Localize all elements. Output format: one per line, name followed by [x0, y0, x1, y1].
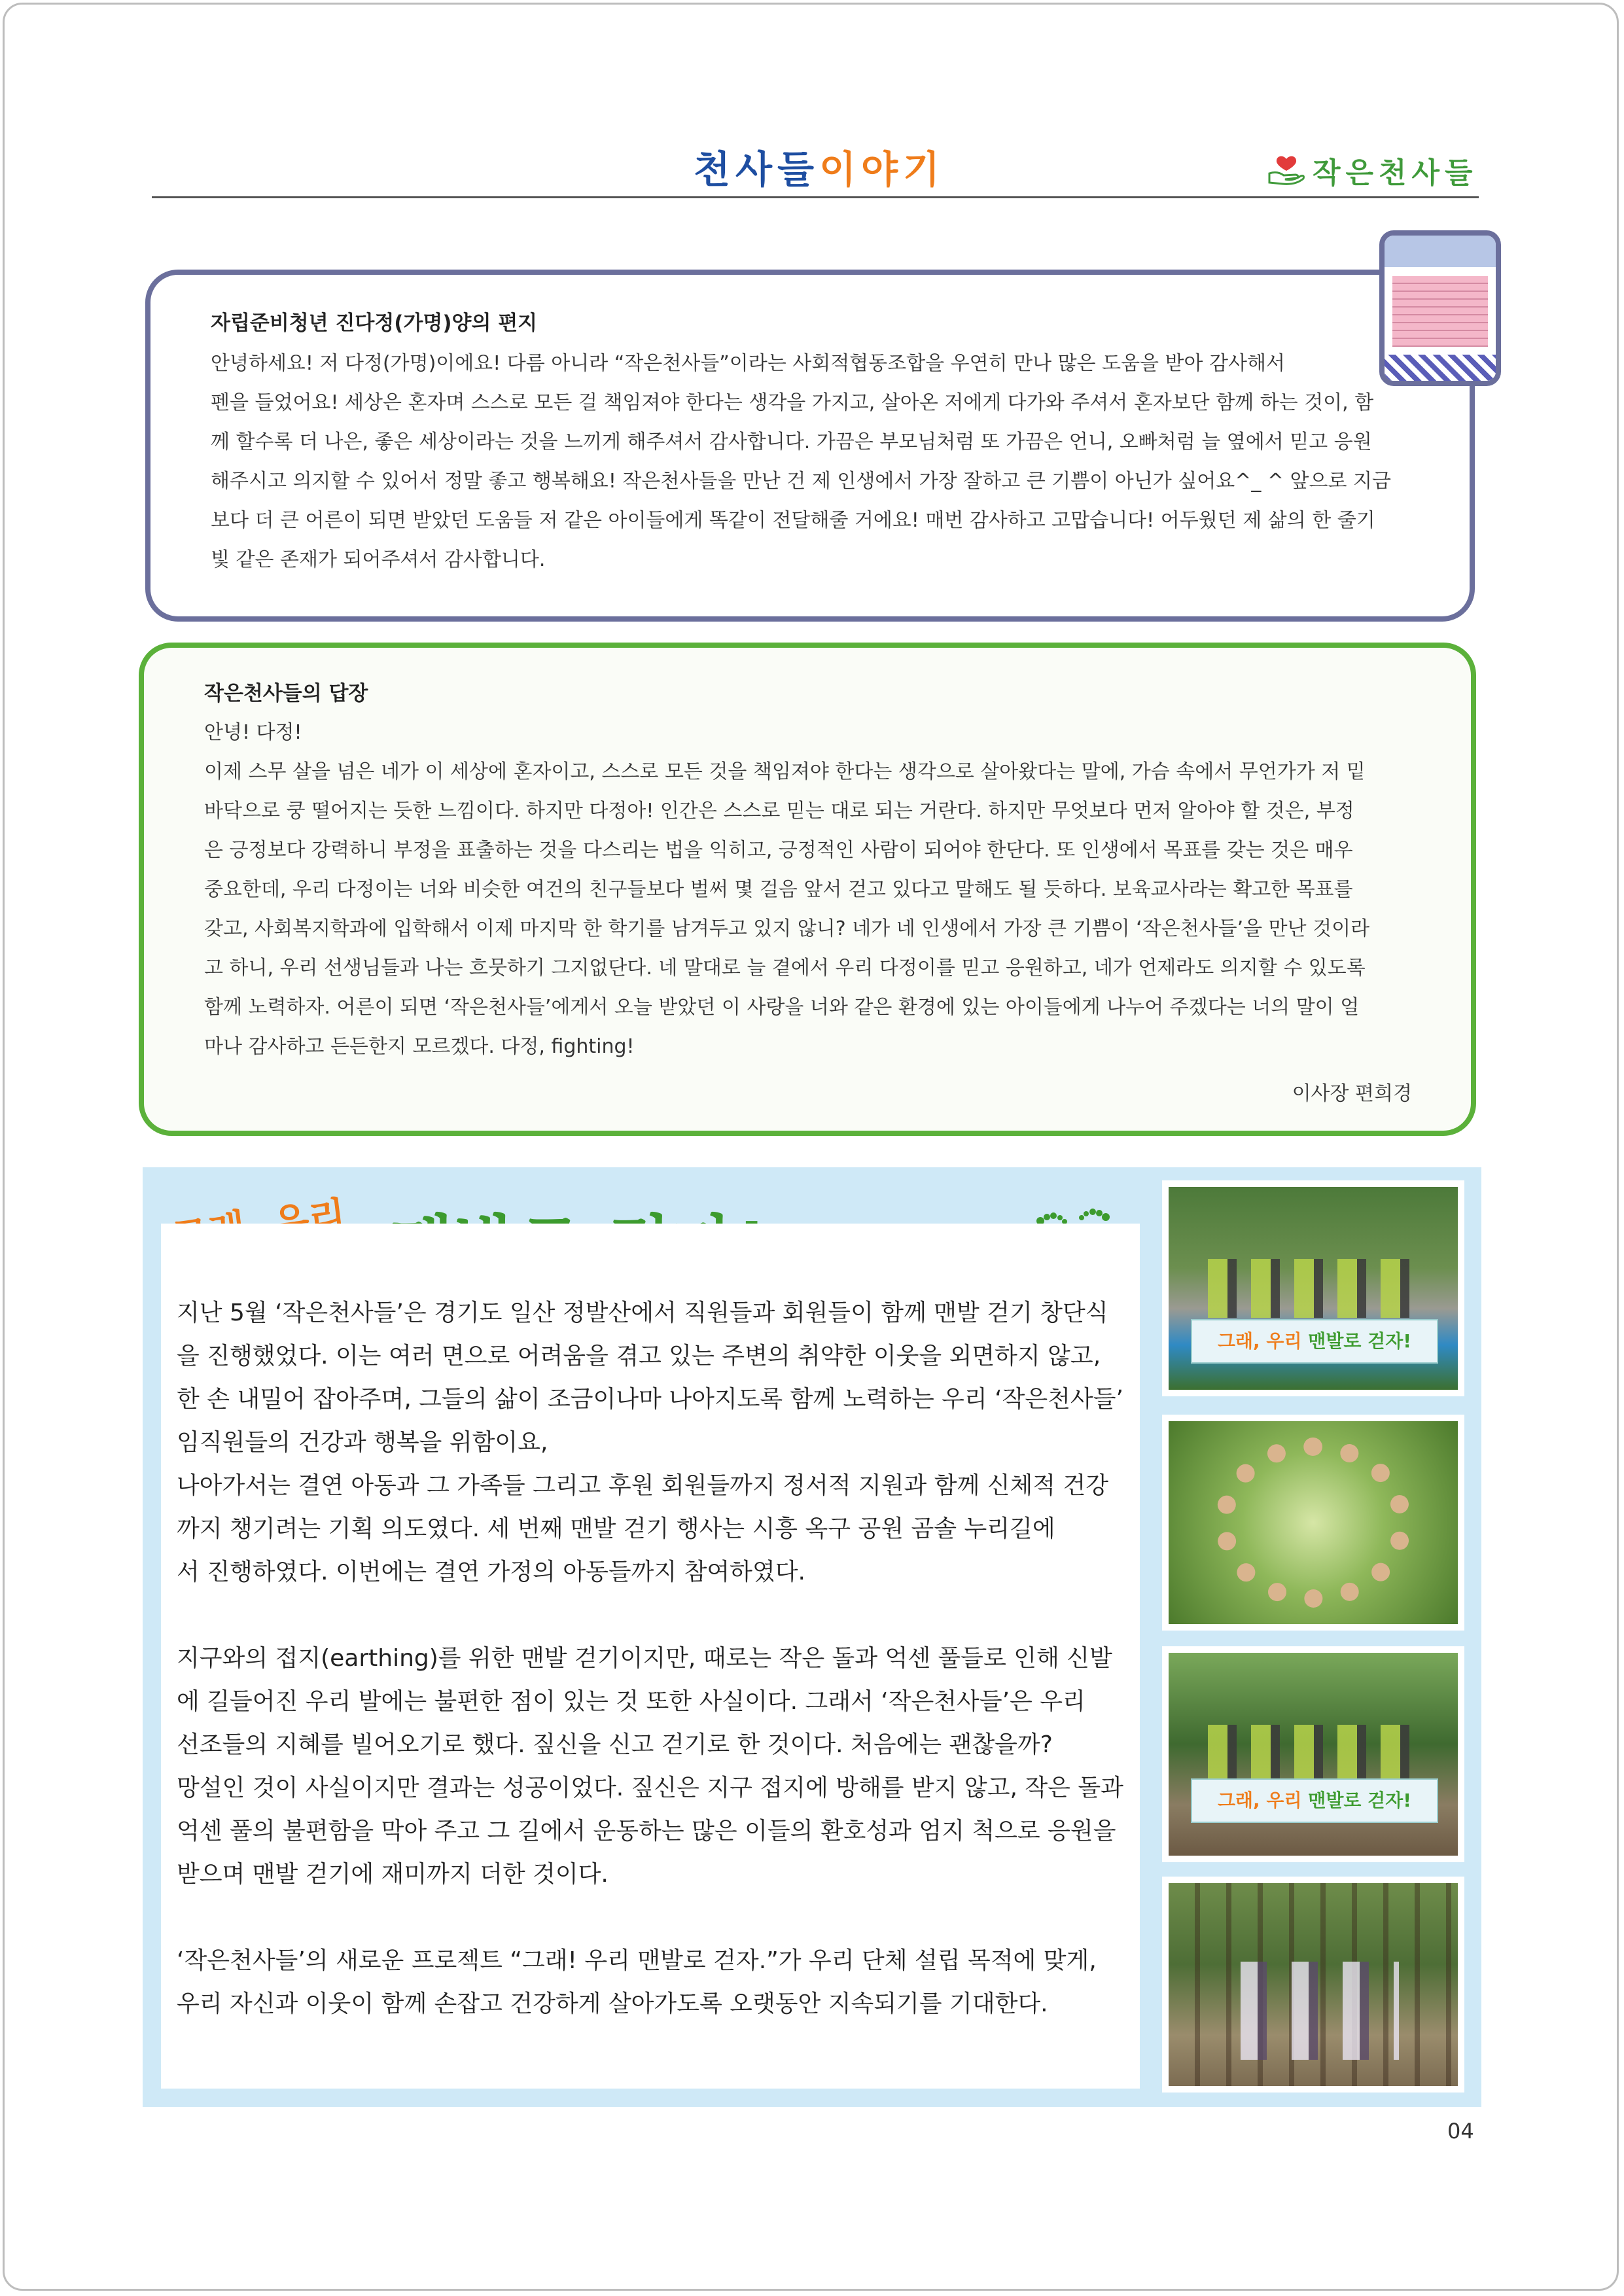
barefoot-line: 선조들의 지혜를 빌어오기로 했다. 짚신을 신고 걷기로 한 것이다. 처음에는 괜찮을까?	[177, 1731, 1053, 1758]
reply-line: 마나 감사하고 든든한지 모르겠다. 다정, fighting!	[204, 1035, 635, 1058]
photo-group-banner-forest	[1162, 1646, 1464, 1862]
reply-signature: 이사장 편희경	[1292, 1082, 1412, 1105]
letter-line: 펜을 들었어요! 세상은 혼자며 스스로 모든 걸 책임져야 한다는 생각을 가지고, 살아온 저에게 다가와 주셔서 혼자보단 함께 하는 것이, 함	[211, 391, 1374, 414]
barefoot-line: 서 진행하였다. 이번에는 결연 가정의 아동들까지 참여하였다.	[177, 1559, 805, 1585]
letter-line: 빛 같은 존재가 되어주셔서 감사합니다.	[211, 548, 546, 571]
photo-bare-feet-circle	[1162, 1415, 1464, 1631]
reply-line: 이제 스무 살을 넘은 네가 이 세상에 혼자이고, 스스로 모든 것을 책임져야 한다는 생각으로 살아왔다는 말에, 가슴 속에서 무언가가 저 밑	[204, 760, 1366, 783]
letter-heading: 자립준비청년 진다정(가명)양의 편지	[211, 311, 538, 335]
barefoot-body	[177, 1292, 1132, 2026]
letter-body	[211, 344, 1424, 580]
barefoot-line: 을 진행했었다. 이는 여러 면으로 어려움을 겪고 있는 주변의 취약한 이웃을 외면하지 않고,	[177, 1343, 1101, 1369]
letter-photo	[1379, 230, 1501, 386]
reply-line: 안녕! 다정!	[204, 721, 302, 744]
reply-box	[139, 643, 1476, 1136]
letter-line: 안녕하세요! 저 다정(가명)이에요! 다름 아니라 “작은천사들”이라는 사회적협동조합을 우연히 만나 많은 도움을 받아 감사해서	[211, 352, 1285, 375]
section-title	[694, 139, 945, 194]
barefoot-line: 망설인 것이 사실이지만 결과는 성공이었다. 짚신은 지구 접지에 방해를 받지 않고, 작은 돌과	[177, 1775, 1123, 1801]
organization-logo	[1267, 149, 1478, 191]
reply-heading: 작은천사들의 답장	[204, 682, 368, 705]
photo-forest-walk	[1162, 1877, 1464, 2093]
barefoot-line: 우리 자신과 이웃이 함께 손잡고 건강하게 살아가도록 오랫동안 지속되기를 기대한다.	[177, 1990, 1048, 2017]
barefoot-line: 임직원들의 건강과 행복을 위함이요,	[177, 1429, 548, 1456]
barefoot-section	[143, 1167, 1481, 2107]
photo-banner: 그래, 우리 맨발로 걷자!	[1191, 1778, 1438, 1823]
barefoot-line: 지난 5월 ‘작은천사들’은 경기도 일산 정발산에서 직원들과 회원들이 함께 맨발 걷기 창단식	[177, 1299, 1108, 1326]
photo-group-banner-park	[1162, 1180, 1464, 1396]
reply-line: 은 긍정보다 강력하니 부정을 표출하는 것을 다스리는 법을 익히고, 긍정적인 사람이 되어야 한단다. 또 인생에서 목표를 갖는 것은 매우	[204, 839, 1353, 862]
heart-hand-icon	[1267, 154, 1306, 186]
barefoot-line: 받으며 맨발 걷기에 재미까지 더한 것이다.	[177, 1861, 609, 1888]
barefoot-line: 지구와의 접지(earthing)를 위한 맨발 걷기이지만, 때로는 작은 돌과 억센 풀들로 인해 신발	[177, 1645, 1112, 1672]
reply-body	[204, 713, 1425, 1067]
barefoot-line: 에 길들어진 우리 발에는 불편한 점이 있는 것 또한 사실이다. 그래서 ‘작은천사들’은 우리	[177, 1688, 1086, 1715]
reply-line: 바닥으로 쿵 떨어지는 듯한 느낌이다. 하지만 다정아! 인간은 스스로 믿는 대로 되는 거란다. 하지만 무엇보다 먼저 알아야 할 것은, 부정	[204, 800, 1354, 822]
barefoot-line: ‘작은천사들’의 새로운 프로젝트 “그래! 우리 맨발로 걷자.”가 우리 단체 설립 목적에 맞게,	[177, 1947, 1097, 1974]
letter-line: 께 할수록 더 나은, 좋은 세상이라는 것을 느끼게 해주셔서 감사합니다. 가끔은 부모님처럼 또 가끔은 언니, 오빠처럼 늘 옆에서 믿고 응원	[211, 431, 1372, 453]
page-number: 04	[1447, 2119, 1474, 2144]
barefoot-line: 나아가서는 결연 아동과 그 가족들 그리고 후원 회원들까지 정서적 지원과 함께 신체적 건강	[177, 1472, 1109, 1499]
header-divider	[152, 196, 1479, 198]
section-title-part1: 천사들	[694, 147, 820, 192]
letter-line: 보다 더 큰 어른이 되면 받았던 도움들 저 같은 아이들에게 똑같이 전달해줄 거에요! 매번 감사하고 고맙습니다! 어두웠던 제 삶의 한 줄기	[211, 509, 1375, 532]
barefoot-line: 억센 풀의 불편함을 막아 주고 그 길에서 운동하는 많은 이들의 환호성과 엄지 척으로 응원을	[177, 1818, 1116, 1845]
logo-text: 작은천사들	[1313, 156, 1478, 190]
letter-box	[145, 270, 1475, 622]
photo-banner: 그래, 우리 맨발로 걷자!	[1191, 1319, 1438, 1364]
barefoot-line: 한 손 내밀어 잡아주며, 그들의 삶이 조금이나마 나아지도록 함께 노력하는 우리 ‘작은천사들’	[177, 1386, 1123, 1413]
reply-line: 갖고, 사회복지학과에 입학해서 이제 마지막 한 학기를 남겨두고 있지 않니? 네가 네 인생에서 가장 큰 기쁨이 ‘작은천사들’을 만난 것이라	[204, 917, 1370, 940]
barefoot-line: 까지 챙기려는 기획 의도였다. 세 번째 맨발 걷기 행사는 시흥 옥구 공원 곰솔 누리길에	[177, 1515, 1055, 1542]
letter-line: 해주시고 의지할 수 있어서 정말 좋고 행복해요! 작은천사들을 만난 건 제 인생에서 가장 잘하고 큰 기쁨이 아닌가 싶어요^_ ^ 앞으로 지금	[211, 470, 1391, 493]
section-title-part2: 이야기	[819, 147, 945, 192]
reply-line: 고 하니, 우리 선생님들과 나는 흐뭇하기 그지없단다. 네 말대로 늘 곁에서 우리 다정이를 믿고 응원하고, 네가 언제라도 의지할 수 있도록	[204, 957, 1366, 980]
reply-line: 함께 노력하자. 어른이 되면 ‘작은천사들’에게서 오늘 받았던 이 사랑을 너와 같은 환경에 있는 아이들에게 나누어 주겠다는 너의 말이 얼	[204, 996, 1360, 1019]
reply-line: 중요한데, 우리 다정이는 너와 비슷한 여건의 친구들보다 벌써 몇 걸음 앞서 걷고 있다고 말해도 될 듯하다. 보육교사라는 확고한 목표를	[204, 878, 1353, 901]
